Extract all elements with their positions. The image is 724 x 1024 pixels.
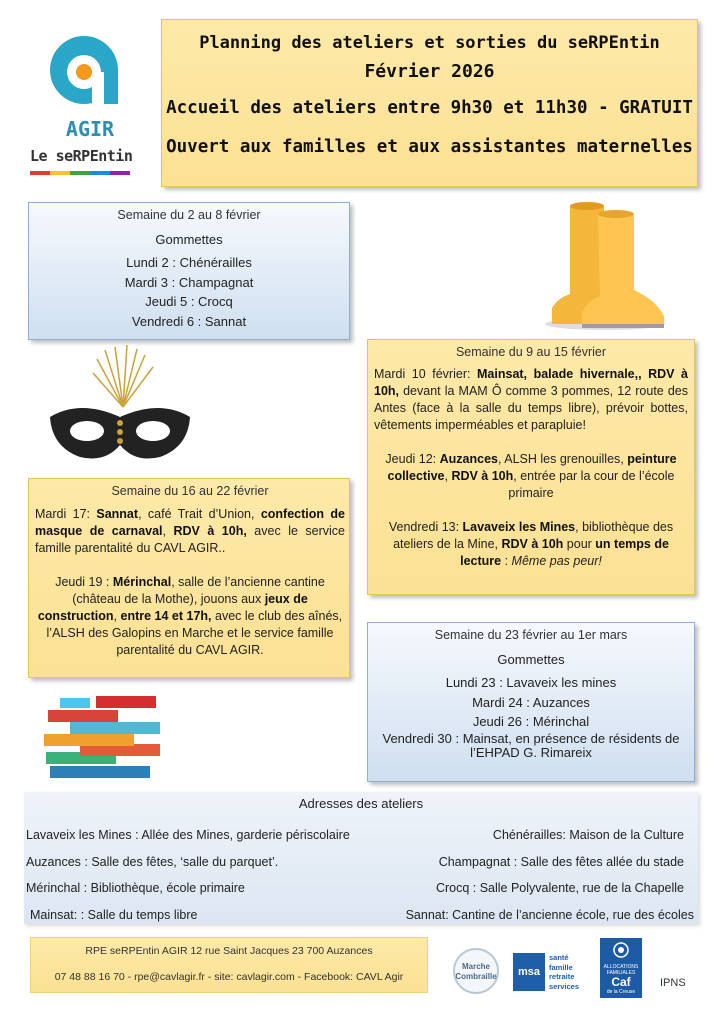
header-title: Planning des ateliers et sorties du seRPEntin [199,33,660,53]
week1-title: Semaine du 2 au 8 février [117,208,261,222]
week4-list [374,673,688,760]
list-item: Vendredi 6 : Sannat [131,313,247,329]
week4-heading: Gommettes [497,652,565,667]
address-item: Lavaveix les Mines : Allée des Mines, garderie périscolaire [26,828,350,842]
list-item: Lundi 23 : Lavaveix les mines [445,675,617,690]
week1-box [28,202,350,340]
carnival-mask-image [45,345,195,470]
week2-tuesday: Mardi 10 février: Mainsat, balade hivernale,, RDV à 10h, devant la MAM Ô comme 3 pommes, 12 route des Antes (face à la salle du temps libre), prévoir bottes, vêtements imperméables et parapluie! [374,367,689,432]
footer-contact-info: 07 48 88 16 70 - rpe@cavlagir.fr - site: cavlagir.com - Facebook: CAVL Agir [54,971,404,983]
week4-box [367,622,695,782]
week1-heading: Gommettes [155,232,223,247]
agir-logo-mark [42,30,138,110]
week2-box [367,339,695,595]
serpentin-stripe [30,168,150,178]
wooden-blocks-image [40,686,168,790]
msa-logo: msa santé famille retraite services [513,953,583,991]
week3-title: Semaine du 16 au 22 février [111,484,269,498]
list-item: Lundi 2 : Chénérailles [126,255,252,270]
footer-address: RPE seRPEntin AGIR 12 rue Saint Jacques 23 700 Auzances [85,945,373,957]
week3-box [28,478,350,678]
list-item: Jeudi 26 : Mérinchal [472,714,590,729]
address-item: Auzances : Salle des fêtes, ‘salle du parquet’. [26,854,279,869]
serpentin-logo: Le seRPEntin [30,147,133,165]
header-banner [161,19,698,187]
caf-logo: ALLOCATIONS FAMILIALES Caf de la Creuse [600,938,642,998]
address-item: Sannat: Cantine de l’ancienne école, rue des écoles [405,907,694,922]
addresses-left [26,822,350,928]
week3-tuesday: Mardi 17: Sannat, café Trait d’Union, confection de masque de carnaval, RDV à 10h, avec le service famille parentalité du CAVL AGIR.. [35,507,345,555]
ipns-mention: IPNS [660,977,686,989]
addresses-box [24,792,698,924]
list-item: Mardi 3 : Champagnat [124,274,254,290]
address-item: Crocq : Salle Polyvalente, rue de la Chapelle [435,881,684,895]
caf-emblem-icon [611,941,631,959]
week2-title: Semaine du 9 au 15 février [455,345,607,359]
footer-contact [30,937,428,993]
address-item: Mérinchal : Bibliothèque, école primaire [26,881,245,895]
list-item: Mardi 24 : Auzances [472,694,590,710]
list-item: Vendredi 30 : Mainsat, en présence de résidents de l’EHPAD G. Rimareix [382,730,680,760]
addresses-title: Adresses des ateliers [298,796,424,811]
marche-combraille-logo: Marche Combraille [453,948,499,994]
week3-thursday: Jeudi 19 : Mérinchal, salle de l’ancienne cantine (château de la Mothe), jouons aux jeux de construction, entre 14 et 17h, avec le club des aînés, l’ALSH des Galopins en Marche et le service famille parentalité du CAVL AGIR. [37,575,343,657]
header-month: Février 2026 [364,61,495,82]
header-audience: Ouvert aux familles et aux assistantes maternelles [166,137,693,157]
agir-logo [30,30,150,180]
addresses-right [406,822,694,928]
address-item: Chénérailles: Maison de la Culture [492,828,684,842]
header-hours: Accueil des ateliers entre 9h30 et 11h30 - GRATUIT [166,98,693,118]
week2-friday: Vendredi 13: Lavaveix les Mines, bibliothèque des ateliers de la Mine, RDV à 10h pour un temps de lecture : Même pas peur! [388,520,674,568]
week2-thursday: Jeudi 12: Auzances, ALSH les grenouilles, peinture collective, RDV à 10h, entrée par la cour de l’école primaire [385,452,677,500]
week4-title: Semaine du 23 février au 1er mars [434,628,628,642]
rain-boots-image [540,196,670,336]
address-item: Champagnat : Salle des fêtes allée du stade [438,854,684,869]
address-item: Mainsat: : Salle du temps libre [30,907,198,922]
list-item: Jeudi 5 : Crocq [145,294,233,309]
agir-brand-name: AGIR [65,117,115,141]
week1-list [29,253,349,331]
